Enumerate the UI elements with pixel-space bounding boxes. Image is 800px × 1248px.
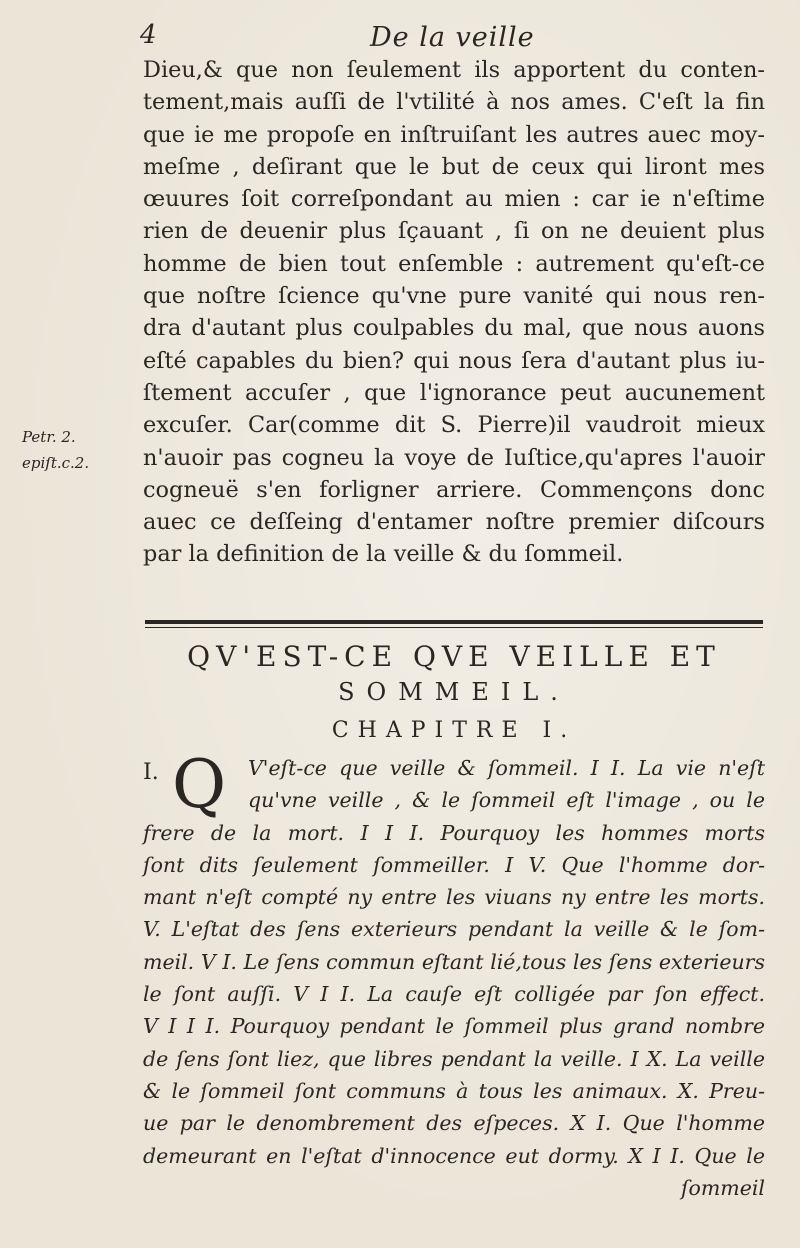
summary-line: qu'vne veille , & le ſommeil eſt l'image , ou le	[248, 788, 765, 813]
text-line: excuſer. Car(comme dit S. Pierre)il vaudroit mieux	[143, 412, 765, 439]
summary-line: ue par le denombrement des eſpeces. X I. Que l'homme	[143, 1111, 765, 1136]
text-line: que ie me propoſe en inſtruiſant les autres auec moy-	[143, 121, 765, 148]
summary-line: ſommeil	[680, 1175, 765, 1200]
text-line: cogneuë s'en forligner arriere. Commençons donc	[143, 476, 765, 503]
summary-line: frere de la mort. I I I. Pourquoy les hommes morts	[143, 820, 765, 845]
summary-line: V. L'eſtat des ſens exterieurs pendant la veille & le ſom-	[143, 917, 765, 942]
text-line: que noſtre ſcience qu'vne pure vanité qui nous ren-	[143, 283, 765, 310]
summary-line: & le ſommeil ſont communs à tous les animaux. X. Preu-	[143, 1078, 765, 1103]
summary-lead-number: I.	[143, 760, 159, 785]
summary-line: demeurant en l'eſtat d'innocence eut dormy. X I I. Que le	[143, 1143, 765, 1168]
summary-line: meil. V I. Le ſens commun eſtant lié,tous les ſens exterieurs	[143, 949, 765, 974]
summary-line: V'eſt-ce que veille & ſommeil. I I. La vie n'eſt	[248, 756, 765, 780]
drop-cap: Q	[172, 746, 227, 823]
margin-citation-line: Petr. 2.	[22, 428, 76, 446]
summary-line: mant n'eſt compté ny entre les viuans ny entre les morts.	[143, 885, 765, 910]
margin-citation-line: epiſt.c.2.	[22, 454, 90, 472]
chapter-title: QV'EST-CE QVE VEILLE ET	[187, 640, 721, 673]
chapter-title-continued: SOMMEIL.	[338, 678, 570, 706]
summary-line: le ſont auſſi. V I I. La cauſe eſt colligée par ſon effect.	[143, 982, 765, 1007]
summary-line: V I I I. Pourquoy pendant le ſommeil plus grand nombre	[143, 1014, 765, 1039]
text-line: meſme , deſirant que le but de ceux qui liront mes	[143, 153, 765, 180]
text-line: Dieu,& que non ſeulement ils apportent du conten-	[143, 57, 765, 83]
text-line: rien de deuenir plus ſçauant , ſi on ne deuient plus	[143, 218, 765, 245]
text-line: dra d'autant plus coulpables du mal, que nous auons	[143, 315, 765, 342]
text-line: n'auoir pas cogneu la voye de Iuſtice,qu'apres l'auoir	[143, 444, 765, 471]
running-title: De la veille	[370, 22, 535, 53]
text-line: tement,mais auſſi de l'vtilité à nos ames. C'eſt la fin	[143, 89, 765, 116]
text-line: auec ce deſſeing d'entamer noſtre premier diſcours	[143, 509, 765, 536]
section-rule-thin	[145, 627, 763, 628]
text-line: œuures ſoit correſpondant au mien : car ie n'eſtime	[143, 186, 765, 213]
summary-line: de ſens ſont liez, que libres pendant la veille. I X. La veille	[143, 1046, 765, 1071]
chapter-summary	[143, 746, 765, 1204]
margin-citation	[22, 424, 132, 476]
text-line: homme de bien tout enſemble : autrement qu'eſt-ce	[143, 250, 765, 277]
running-header	[140, 20, 760, 56]
chapter-label: CHAPITRE I.	[331, 718, 577, 743]
text-line: ſtement accuſer , que l'ignorance peut aucunement	[143, 379, 765, 406]
section-rule	[145, 620, 763, 624]
summary-line: ſont dits ſeulement ſommeiller. I V. Que l'homme dor-	[143, 852, 765, 877]
text-line: par la definition de la veille & du ſommeil.	[143, 541, 624, 568]
page-number: 4	[140, 20, 157, 50]
text-line: eſté capables du bien? qui nous ſera d'autant plus iu-	[143, 347, 765, 374]
body-paragraph	[143, 54, 765, 571]
